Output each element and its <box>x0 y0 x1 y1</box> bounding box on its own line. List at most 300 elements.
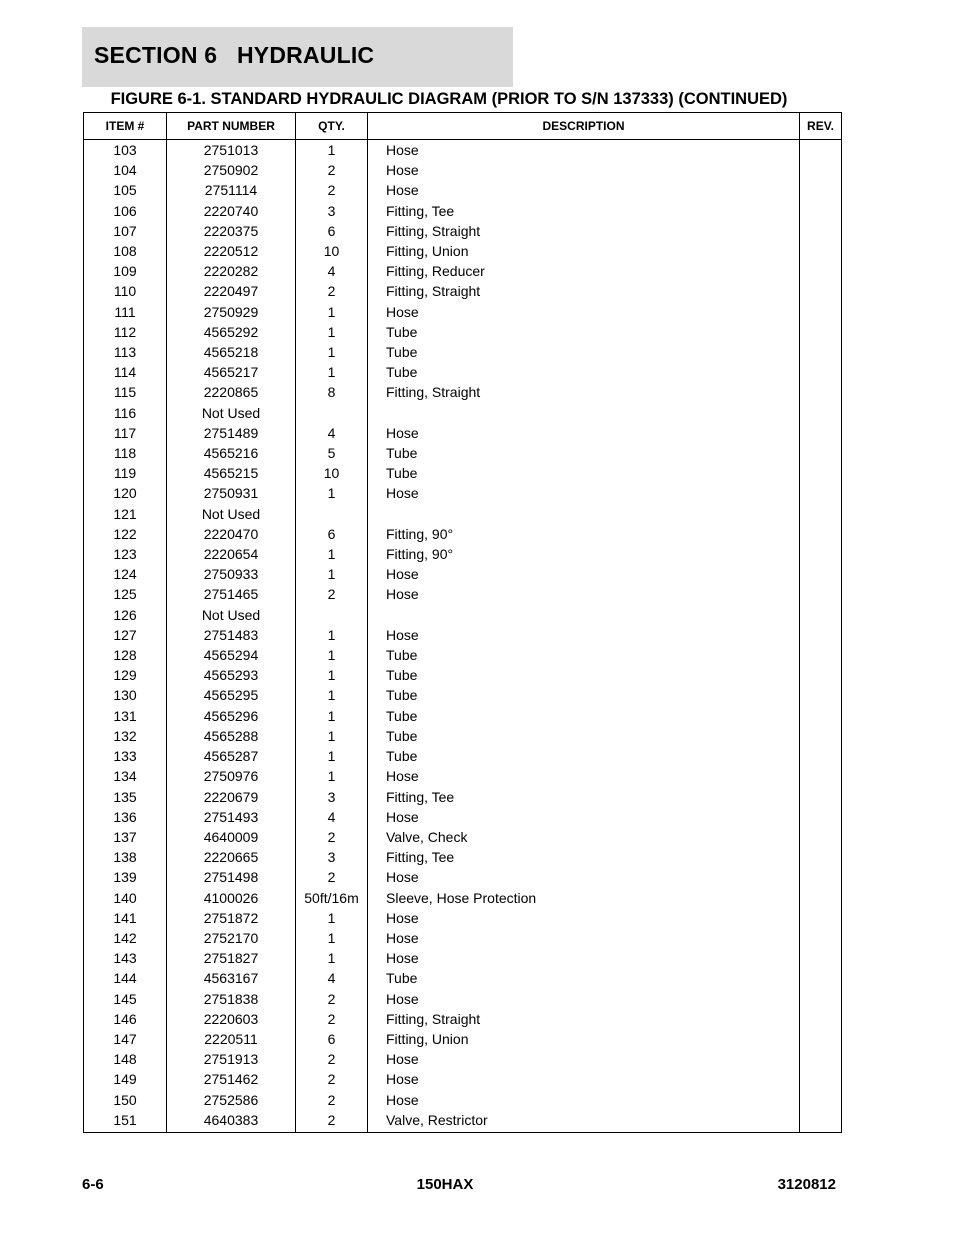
cell-rev <box>800 564 842 584</box>
cell-item: 139 <box>84 867 167 887</box>
cell-rev <box>800 261 842 281</box>
cell-part-number: 2220865 <box>167 382 296 402</box>
cell-rev <box>800 443 842 463</box>
cell-item: 143 <box>84 948 167 968</box>
cell-description: Hose <box>368 1049 800 1069</box>
cell-part-number: 2220511 <box>167 1029 296 1049</box>
cell-item: 118 <box>84 443 167 463</box>
cell-description: Hose <box>368 140 800 161</box>
cell-item: 123 <box>84 544 167 564</box>
cell-qty: 10 <box>296 463 368 483</box>
cell-rev <box>800 281 842 301</box>
cell-qty: 2 <box>296 281 368 301</box>
cell-qty: 1 <box>296 685 368 705</box>
cell-qty: 4 <box>296 423 368 443</box>
cell-rev <box>800 605 842 625</box>
cell-part-number: 4565295 <box>167 685 296 705</box>
cell-part-number: 4565287 <box>167 746 296 766</box>
table-row <box>84 423 842 443</box>
cell-item: 103 <box>84 140 167 161</box>
column-header-qty: QTY. <box>296 113 368 140</box>
cell-rev <box>800 807 842 827</box>
cell-rev <box>800 483 842 503</box>
cell-rev <box>800 362 842 382</box>
cell-part-number: 2220665 <box>167 847 296 867</box>
cell-rev <box>800 463 842 483</box>
footer-doc-number: 3120812 <box>777 1176 836 1193</box>
cell-description: Hose <box>368 483 800 503</box>
cell-part-number: 2751465 <box>167 584 296 604</box>
cell-description: Hose <box>368 867 800 887</box>
cell-part-number: 2220375 <box>167 221 296 241</box>
cell-rev <box>800 726 842 746</box>
cell-description <box>368 504 800 524</box>
cell-part-number: 4565215 <box>167 463 296 483</box>
cell-item: 129 <box>84 665 167 685</box>
cell-description: Valve, Check <box>368 827 800 847</box>
cell-description: Tube <box>368 706 800 726</box>
table-row <box>84 827 842 847</box>
cell-rev <box>800 827 842 847</box>
table-row <box>84 888 842 908</box>
cell-description: Tube <box>368 665 800 685</box>
table-row <box>84 968 842 988</box>
cell-qty: 1 <box>296 766 368 786</box>
cell-item: 135 <box>84 787 167 807</box>
cell-item: 114 <box>84 362 167 382</box>
table-row <box>84 787 842 807</box>
cell-qty: 1 <box>296 544 368 564</box>
cell-item: 138 <box>84 847 167 867</box>
cell-qty: 6 <box>296 221 368 241</box>
section-header <box>82 27 513 87</box>
cell-item: 134 <box>84 766 167 786</box>
cell-part-number: 2750931 <box>167 483 296 503</box>
parts-list-table <box>83 112 842 1133</box>
cell-qty <box>296 403 368 423</box>
table-row <box>84 302 842 322</box>
cell-qty: 4 <box>296 261 368 281</box>
section-title: SECTION 6 HYDRAULIC <box>94 42 375 68</box>
cell-qty: 3 <box>296 847 368 867</box>
cell-part-number: 4100026 <box>167 888 296 908</box>
cell-item: 106 <box>84 201 167 221</box>
table-row <box>84 867 842 887</box>
table-row <box>84 746 842 766</box>
cell-qty: 4 <box>296 968 368 988</box>
table-row <box>84 625 842 645</box>
cell-rev <box>800 403 842 423</box>
cell-part-number: 2751872 <box>167 908 296 928</box>
cell-description: Sleeve, Hose Protection <box>368 888 800 908</box>
cell-description: Hose <box>368 766 800 786</box>
cell-part-number: 2751913 <box>167 1049 296 1069</box>
table-row <box>84 382 842 402</box>
cell-part-number: 4565292 <box>167 322 296 342</box>
cell-qty: 1 <box>296 948 368 968</box>
table-row <box>84 241 842 261</box>
table-row <box>84 160 842 180</box>
cell-rev <box>800 1090 842 1110</box>
table-row <box>84 847 842 867</box>
cell-part-number: 2751827 <box>167 948 296 968</box>
cell-description: Fitting, Union <box>368 1029 800 1049</box>
cell-description: Valve, Restrictor <box>368 1110 800 1133</box>
table-row <box>84 544 842 564</box>
cell-rev <box>800 201 842 221</box>
cell-item: 147 <box>84 1029 167 1049</box>
cell-rev <box>800 665 842 685</box>
cell-part-number: 2220740 <box>167 201 296 221</box>
cell-qty: 1 <box>296 908 368 928</box>
cell-description: Fitting, 90° <box>368 544 800 564</box>
table-row <box>84 685 842 705</box>
cell-rev <box>800 1049 842 1069</box>
cell-part-number: 2751114 <box>167 180 296 200</box>
cell-qty: 1 <box>296 645 368 665</box>
cell-rev <box>800 140 842 161</box>
cell-qty: 2 <box>296 1009 368 1029</box>
cell-item: 108 <box>84 241 167 261</box>
cell-rev <box>800 1110 842 1133</box>
column-header-rev: REV. <box>800 113 842 140</box>
cell-part-number: 2751489 <box>167 423 296 443</box>
table-row <box>84 483 842 503</box>
table-row <box>84 1069 842 1089</box>
cell-rev <box>800 584 842 604</box>
cell-item: 131 <box>84 706 167 726</box>
cell-item: 128 <box>84 645 167 665</box>
cell-description: Fitting, Union <box>368 241 800 261</box>
cell-rev <box>800 504 842 524</box>
cell-part-number: 2751838 <box>167 989 296 1009</box>
cell-description: Hose <box>368 423 800 443</box>
cell-rev <box>800 1009 842 1029</box>
table-row <box>84 261 842 281</box>
table-row <box>84 665 842 685</box>
cell-description: Hose <box>368 1090 800 1110</box>
cell-qty: 2 <box>296 160 368 180</box>
cell-item: 124 <box>84 564 167 584</box>
cell-description: Hose <box>368 564 800 584</box>
cell-item: 146 <box>84 1009 167 1029</box>
cell-rev <box>800 888 842 908</box>
cell-part-number: 4565294 <box>167 645 296 665</box>
cell-description: Fitting, 90° <box>368 524 800 544</box>
cell-rev <box>800 1029 842 1049</box>
cell-rev <box>800 241 842 261</box>
cell-rev <box>800 423 842 443</box>
cell-description: Tube <box>368 746 800 766</box>
cell-part-number: 2220470 <box>167 524 296 544</box>
cell-qty <box>296 605 368 625</box>
cell-part-number: 4640009 <box>167 827 296 847</box>
cell-qty: 3 <box>296 787 368 807</box>
cell-description: Hose <box>368 1069 800 1089</box>
cell-part-number: 2220679 <box>167 787 296 807</box>
cell-qty: 1 <box>296 483 368 503</box>
cell-item: 145 <box>84 989 167 1009</box>
cell-item: 115 <box>84 382 167 402</box>
cell-description <box>368 605 800 625</box>
cell-rev <box>800 645 842 665</box>
column-header-description: DESCRIPTION <box>368 113 800 140</box>
table-row <box>84 706 842 726</box>
cell-qty: 2 <box>296 1049 368 1069</box>
cell-item: 137 <box>84 827 167 847</box>
cell-qty: 1 <box>296 665 368 685</box>
table-row <box>84 726 842 746</box>
cell-description: Tube <box>368 322 800 342</box>
cell-part-number: 2220497 <box>167 281 296 301</box>
footer-page-number: 6-6 <box>82 1176 104 1193</box>
cell-item: 104 <box>84 160 167 180</box>
cell-rev <box>800 342 842 362</box>
table-header-row <box>84 113 842 140</box>
cell-part-number: 2752170 <box>167 928 296 948</box>
cell-part-number: 2751013 <box>167 140 296 161</box>
cell-part-number: Not Used <box>167 403 296 423</box>
cell-qty: 1 <box>296 342 368 362</box>
cell-part-number: 2750976 <box>167 766 296 786</box>
cell-item: 110 <box>84 281 167 301</box>
cell-description <box>368 403 800 423</box>
cell-item: 136 <box>84 807 167 827</box>
cell-rev <box>800 908 842 928</box>
cell-qty: 1 <box>296 706 368 726</box>
cell-part-number: Not Used <box>167 605 296 625</box>
cell-item: 121 <box>84 504 167 524</box>
cell-item: 151 <box>84 1110 167 1133</box>
table-body <box>84 140 842 1133</box>
cell-item: 116 <box>84 403 167 423</box>
cell-item: 140 <box>84 888 167 908</box>
cell-part-number: 2750902 <box>167 160 296 180</box>
cell-rev <box>800 180 842 200</box>
cell-qty: 1 <box>296 928 368 948</box>
cell-item: 117 <box>84 423 167 443</box>
cell-qty: 4 <box>296 807 368 827</box>
cell-description: Fitting, Straight <box>368 1009 800 1029</box>
table-row <box>84 564 842 584</box>
cell-part-number: 2751493 <box>167 807 296 827</box>
cell-description: Tube <box>368 726 800 746</box>
cell-rev <box>800 847 842 867</box>
figure-title: FIGURE 6-1. STANDARD HYDRAULIC DIAGRAM (PRIOR TO S/N 137333) (CONTINUED) <box>110 90 788 108</box>
cell-qty: 6 <box>296 524 368 544</box>
cell-part-number: Not Used <box>167 504 296 524</box>
cell-description: Hose <box>368 302 800 322</box>
cell-qty: 1 <box>296 140 368 161</box>
table-row <box>84 948 842 968</box>
cell-rev <box>800 685 842 705</box>
cell-part-number: 2220654 <box>167 544 296 564</box>
cell-item: 107 <box>84 221 167 241</box>
cell-item: 133 <box>84 746 167 766</box>
cell-description: Hose <box>368 928 800 948</box>
cell-item: 120 <box>84 483 167 503</box>
cell-description: Hose <box>368 180 800 200</box>
table-row <box>84 140 842 161</box>
cell-item: 142 <box>84 928 167 948</box>
column-header-part-number: PART NUMBER <box>167 113 296 140</box>
cell-part-number: 2751498 <box>167 867 296 887</box>
cell-part-number: 2220282 <box>167 261 296 281</box>
cell-part-number: 4565218 <box>167 342 296 362</box>
cell-rev <box>800 867 842 887</box>
cell-item: 127 <box>84 625 167 645</box>
cell-qty: 1 <box>296 726 368 746</box>
cell-description: Tube <box>368 645 800 665</box>
cell-qty: 2 <box>296 1090 368 1110</box>
table-row <box>84 403 842 423</box>
cell-item: 109 <box>84 261 167 281</box>
cell-item: 149 <box>84 1069 167 1089</box>
cell-qty <box>296 504 368 524</box>
cell-rev <box>800 160 842 180</box>
cell-qty: 2 <box>296 584 368 604</box>
table-row <box>84 524 842 544</box>
cell-description: Tube <box>368 342 800 362</box>
cell-part-number: 2220603 <box>167 1009 296 1029</box>
cell-part-number: 4563167 <box>167 968 296 988</box>
cell-qty: 6 <box>296 1029 368 1049</box>
cell-rev <box>800 544 842 564</box>
cell-description: Fitting, Tee <box>368 787 800 807</box>
cell-rev <box>800 787 842 807</box>
cell-rev <box>800 989 842 1009</box>
cell-item: 113 <box>84 342 167 362</box>
table-row <box>84 1029 842 1049</box>
cell-description: Hose <box>368 625 800 645</box>
table-row <box>84 584 842 604</box>
table-row <box>84 221 842 241</box>
cell-part-number: 2220512 <box>167 241 296 261</box>
cell-description: Hose <box>368 807 800 827</box>
cell-rev <box>800 928 842 948</box>
cell-item: 148 <box>84 1049 167 1069</box>
table-row <box>84 463 842 483</box>
cell-qty: 10 <box>296 241 368 261</box>
cell-description: Hose <box>368 584 800 604</box>
cell-description: Tube <box>368 443 800 463</box>
cell-qty: 2 <box>296 867 368 887</box>
cell-qty: 3 <box>296 201 368 221</box>
cell-qty: 1 <box>296 564 368 584</box>
cell-rev <box>800 968 842 988</box>
cell-rev <box>800 524 842 544</box>
cell-part-number: 4565293 <box>167 665 296 685</box>
cell-item: 132 <box>84 726 167 746</box>
cell-item: 105 <box>84 180 167 200</box>
cell-part-number: 2751483 <box>167 625 296 645</box>
cell-description: Tube <box>368 685 800 705</box>
table-row <box>84 928 842 948</box>
cell-description: Tube <box>368 968 800 988</box>
cell-rev <box>800 948 842 968</box>
table-row <box>84 281 842 301</box>
cell-rev <box>800 322 842 342</box>
cell-rev <box>800 221 842 241</box>
cell-qty: 2 <box>296 989 368 1009</box>
cell-part-number: 4565296 <box>167 706 296 726</box>
table-row <box>84 504 842 524</box>
cell-part-number: 2750933 <box>167 564 296 584</box>
column-header-item: ITEM # <box>84 113 167 140</box>
table-row <box>84 605 842 625</box>
cell-description: Tube <box>368 463 800 483</box>
cell-description: Tube <box>368 362 800 382</box>
cell-qty: 2 <box>296 1110 368 1133</box>
table-row <box>84 766 842 786</box>
cell-part-number: 4565288 <box>167 726 296 746</box>
cell-qty: 2 <box>296 180 368 200</box>
table-row <box>84 1049 842 1069</box>
cell-item: 122 <box>84 524 167 544</box>
cell-item: 144 <box>84 968 167 988</box>
cell-item: 141 <box>84 908 167 928</box>
table-row <box>84 362 842 382</box>
cell-qty: 1 <box>296 322 368 342</box>
cell-item: 125 <box>84 584 167 604</box>
cell-description: Hose <box>368 989 800 1009</box>
cell-rev <box>800 382 842 402</box>
table-row <box>84 645 842 665</box>
cell-description: Fitting, Straight <box>368 281 800 301</box>
table-row <box>84 443 842 463</box>
cell-description: Fitting, Straight <box>368 382 800 402</box>
cell-qty: 1 <box>296 746 368 766</box>
cell-qty: 2 <box>296 827 368 847</box>
cell-rev <box>800 625 842 645</box>
cell-part-number: 2751462 <box>167 1069 296 1089</box>
cell-description: Fitting, Reducer <box>368 261 800 281</box>
cell-part-number: 2750929 <box>167 302 296 322</box>
table-row <box>84 807 842 827</box>
table-row <box>84 322 842 342</box>
cell-item: 112 <box>84 322 167 342</box>
cell-item: 150 <box>84 1090 167 1110</box>
footer-model: 150HAX <box>416 1176 474 1193</box>
cell-qty: 50ft/16m <box>296 888 368 908</box>
cell-description: Fitting, Tee <box>368 847 800 867</box>
cell-item: 126 <box>84 605 167 625</box>
cell-qty: 2 <box>296 1069 368 1089</box>
cell-item: 130 <box>84 685 167 705</box>
cell-description: Hose <box>368 948 800 968</box>
cell-description: Fitting, Tee <box>368 201 800 221</box>
cell-qty: 1 <box>296 625 368 645</box>
cell-part-number: 4565217 <box>167 362 296 382</box>
cell-rev <box>800 1069 842 1089</box>
cell-description: Fitting, Straight <box>368 221 800 241</box>
table-row <box>84 1090 842 1110</box>
cell-item: 119 <box>84 463 167 483</box>
cell-part-number: 2752586 <box>167 1090 296 1110</box>
cell-description: Hose <box>368 908 800 928</box>
cell-part-number: 4565216 <box>167 443 296 463</box>
cell-rev <box>800 706 842 726</box>
table-row <box>84 180 842 200</box>
table-row <box>84 908 842 928</box>
cell-qty: 8 <box>296 382 368 402</box>
cell-rev <box>800 746 842 766</box>
cell-qty: 1 <box>296 362 368 382</box>
table-row <box>84 1009 842 1029</box>
cell-rev <box>800 766 842 786</box>
cell-description: Hose <box>368 160 800 180</box>
cell-part-number: 4640383 <box>167 1110 296 1133</box>
